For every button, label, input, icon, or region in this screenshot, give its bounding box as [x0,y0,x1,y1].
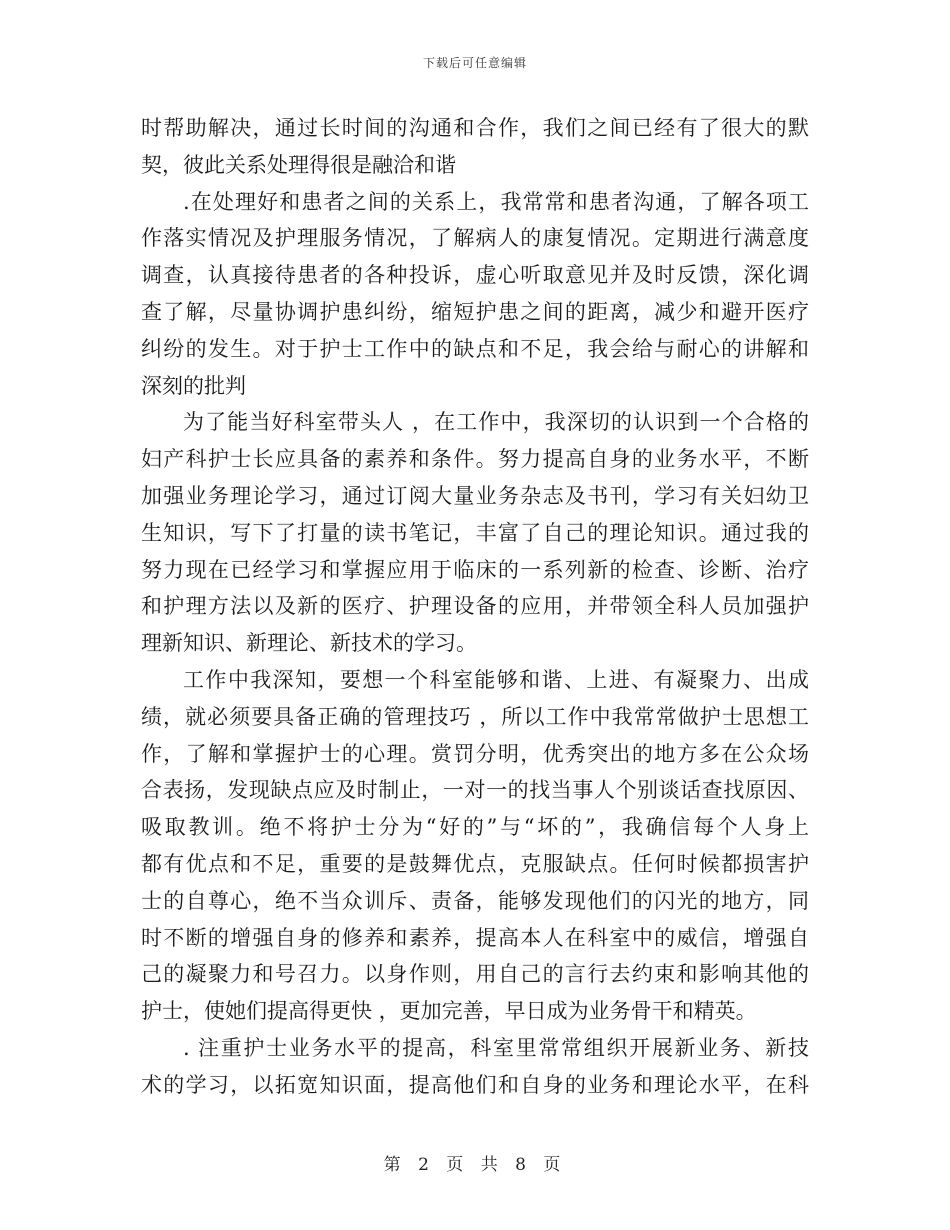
text-line: 深刻的批判 [141,373,246,398]
text-line: .在处理好和患者之间的关系上，我常常和患者沟通，了解各项工 [183,189,809,214]
page-footer: 第 2 页 共 8 页 [383,1155,567,1175]
document-body [141,110,809,1104]
text-line: 查了解，尽量协调护患纠纷，缩短护患之间的距离，减少和避开医疗 [141,299,809,324]
text-line: 时帮助解决，通过长时间的沟通和合作，我们之间已经有了很大的默 [141,116,809,140]
page-header: 下载后可任意编辑 [422,56,527,70]
text-line: 作，了解和掌握护士的心理。赏罚分明，优秀突出的地方多在公众场 [141,741,809,766]
text-line: 吸取教训。绝不将护士分为“好的”与“坏的”，我确信每个人身上 [141,815,809,840]
text-line: 和护理方法以及新的医疗、护理设备的应用，并带领全科人员加强护 [141,594,809,619]
text-line: 为了能当好科室带头人 ，在工作中，我深切的认识到一个合格的 [183,410,809,435]
text-line: 努力现在已经学习和掌握应用于临床的一系列新的检查、诊断、治疗 [141,557,809,582]
text-line: 绩，就必须要具备正确的管理技巧 ，所以工作中我常常做护士思想工 [141,704,809,729]
text-line: 术的学习，以拓宽知识面，提高他们和自身的业务和理论水平，在科 [141,1072,809,1097]
text-line: 时不断的增强自身的修养和素养，提高本人在科室中的威信，增强自 [141,925,809,950]
text-line: 契，彼此关系处理得很是融洽和谐 [141,152,456,177]
text-line: 生知识，写下了打量的读书笔记，丰富了自己的理论知识。通过我的 [141,520,809,545]
text-line: 都有优点和不足，重要的是鼓舞优点，克服缺点。任何时候都损害护 [141,851,809,876]
text-line: 妇产科护士长应具备的素养和条件。努力提高自身的业务水平，不断 [141,447,809,472]
text-line: 工作中我深知，要想一个科室能够和谐、上进、有凝聚力、出成 [183,667,809,692]
text-line: 理新知识、新理论、新技术的学习。 [141,631,477,656]
text-line: 己的凝聚力和号召力。以身作则，用自己的言行去约束和影响其他的 [141,962,809,987]
text-line: 士的自尊心，绝不当众训斥、责备，能够发现他们的闪光的地方，同 [141,888,809,913]
text-line: 调查，认真接待患者的各种投诉，虚心听取意见并及时反馈，深化调 [141,263,809,288]
text-line: 加强业务理论学习，通过订阅大量业务杂志及书刊，学习有关妇幼卫 [141,483,809,508]
text-line: 护士，使她们提高得更快 ，更加完善，早日成为业务骨干和精英。 [141,999,757,1024]
text-line: 作落实情况及护理服务情况，了解病人的康复情况。定期进行满意度 [141,226,809,251]
text-line: 合表扬，发现缺点应及时制止，一对一的找当事人个别谈话查找原因、 [141,778,809,803]
text-line: . 注重护士业务水平的提高，科室里常常组织开展新业务、新技 [183,1035,809,1060]
text-line: 纠纷的发生。对于护士工作中的缺点和不足，我会给与耐心的讲解和 [141,336,809,361]
